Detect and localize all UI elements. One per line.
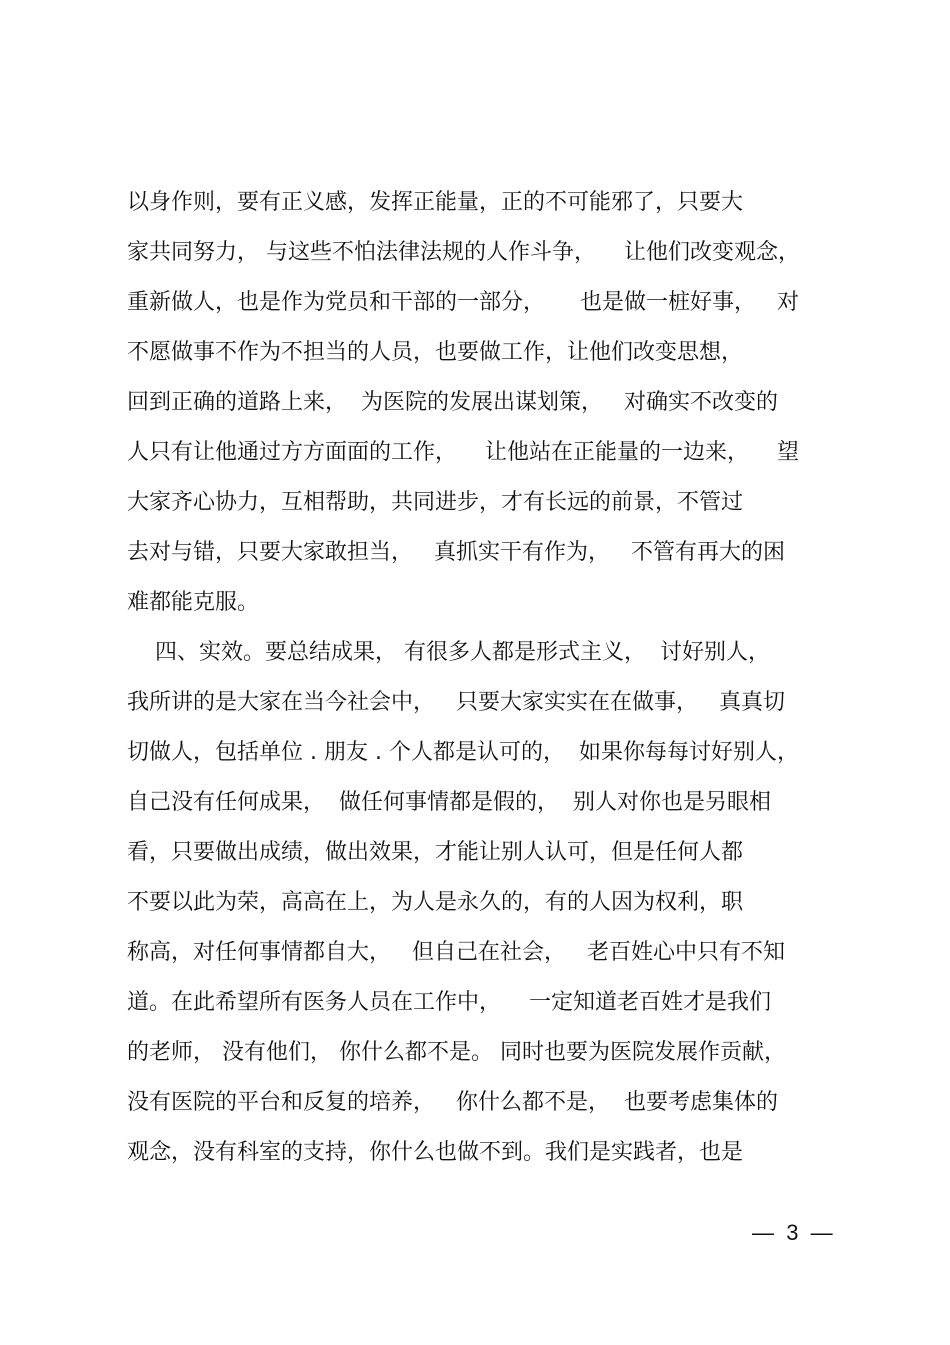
text-line: 回到正确的道路上来， 为医院的发展出谋划策， 对确实不改变的 xyxy=(127,390,778,415)
text-line: 大家齐心协力，互相帮助，共同进步，才有长远的前景，不管过 xyxy=(127,490,744,515)
text-line: 不愿做事不作为不担当的人员，也要做工作，让他们改变思想， xyxy=(127,340,744,365)
text-line: 道。在此希望所有医务人员在工作中， 一定知道老百姓才是我们 xyxy=(127,990,771,1015)
page-number: — 3 — xyxy=(752,1220,833,1245)
text-line: 称高，对任何事情都自大， 但自己在社会， 老百姓心中只有不知 xyxy=(127,940,785,965)
text-line: 不要以此为荣，高高在上，为人是永久的，有的人因为权利，职 xyxy=(127,890,744,915)
text-line: 自己没有任何成果， 做任何事情都是假的， 别人对你也是另眼相 xyxy=(127,790,771,815)
text-line: 难都能克服。 xyxy=(127,590,260,615)
text-line: 没有医院的平台和反复的培养， 你什么都不是， 也要考虑集体的 xyxy=(127,1090,778,1115)
text-line: 切做人，包括单位 . 朋友 . 个人都是认可的， 如果你每每讨好别人， xyxy=(127,740,799,765)
body-text xyxy=(127,178,847,1178)
text-line: 看，只要做出成绩，做出效果，才能让别人认可，但是任何人都 xyxy=(127,840,744,865)
text-line: 重新做人，也是作为党员和干部的一部分， 也是做一桩好事， 对 xyxy=(127,290,799,315)
text-line: 以身作则，要有正义感，发挥正能量，正的不可能邪了，只要大 xyxy=(127,190,744,215)
text-line: 我所讲的是大家在当今社会中， 只要大家实实在在做事， 真真切 xyxy=(127,690,785,715)
text-line: 人只有让他通过方方面面的工作， 让他站在正能量的一边来， 望 xyxy=(127,440,799,465)
text-line: 去对与错，只要大家敢担当， 真抓实干有作为， 不管有再大的困 xyxy=(127,540,785,565)
text-line: 的老师， 没有他们， 你什么都不是。 同时也要为医院发展作贡献， xyxy=(127,1040,786,1065)
text-line: 四、实效。要总结成果， 有很多人都是形式主义， 讨好别人， xyxy=(127,640,770,665)
text-line: 家共同努力， 与这些不怕法律法规的人作斗争， 让他们改变观念， xyxy=(127,240,800,265)
text-line: 观念，没有科室的支持，你什么也做不到。我们是实践者，也是 xyxy=(127,1140,744,1165)
